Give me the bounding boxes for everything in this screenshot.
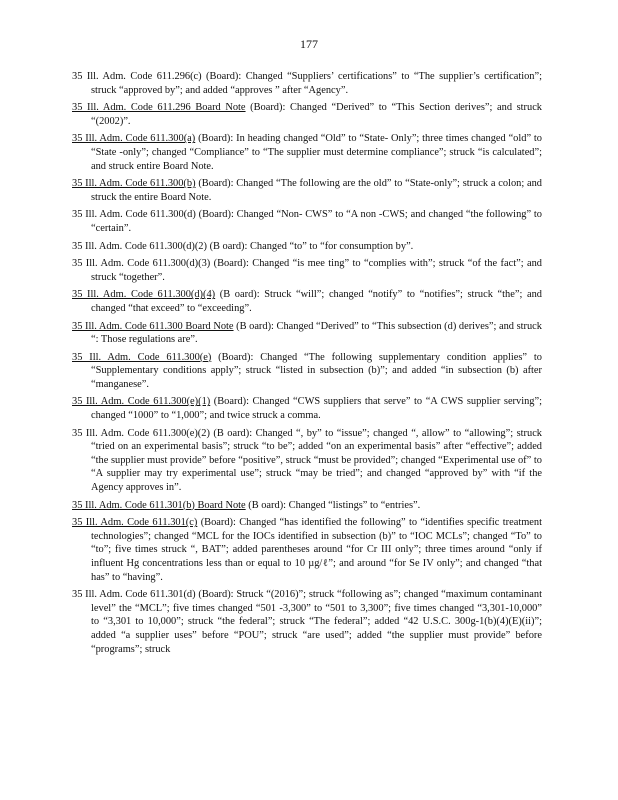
amendment-entry	[72, 70, 542, 97]
entry-citation: 35 Ill. Adm. Code 611.300(d)(4)	[72, 289, 216, 301]
entry-citation: 35 Ill. Adm. Code 611.300(b)	[72, 178, 196, 190]
entry-citation: 35 Ill. Adm. Code 611.296(c)	[72, 71, 202, 82]
amendment-entry	[72, 499, 542, 513]
entry-citation: 35 Ill. Adm. Code 611.300(d)(3)	[72, 258, 211, 270]
entry-text: (B oard): Changed “listings” to “entries”.	[245, 499, 421, 511]
amendment-entry	[72, 257, 542, 284]
entry-citation: 35 Ill. Adm. Code 611.296 Board Note	[72, 102, 246, 114]
entries-list	[72, 70, 542, 660]
entry-citation: 35 Ill. Adm. Code 611.300(d)(2)	[72, 240, 207, 252]
entry-text: (B oard): Struck “will”; changed “notify” to “notifies”; struck “the”; and changed “that exceed” to “exceeding”.	[91, 289, 542, 314]
entry-text: (Board): In heading changed “Old” to “State- Only”; three times changed “old” to “State -only”; changed “Compliance” to “The supplier must determine compliance”; struck “is calculated”; and struck entire Board Note.	[91, 133, 542, 172]
entry-citation: 35 Ill. Adm. Code 611.300(e)(1)	[72, 396, 211, 408]
entry-citation: 35 Ill. Adm. Code 611.300(e)(2)	[72, 427, 210, 439]
entry-citation: 35 Ill. Adm. Code 611.301(d)	[72, 589, 196, 601]
amendment-entry	[72, 588, 542, 656]
entry-citation: 35 Ill. Adm. Code 611.301(c)	[72, 517, 198, 529]
amendment-entry	[72, 288, 542, 315]
amendment-entry	[72, 395, 542, 422]
amendment-entry	[72, 177, 542, 204]
entry-text: (Board): Changed “CWS suppliers that serve” to “A CWS supplier serving”; changed “1000” to “1,000”; and twice struck a comma.	[91, 396, 542, 422]
amendment-entry	[72, 208, 542, 235]
amendment-entry	[72, 351, 542, 392]
page-number: 177	[300, 37, 318, 51]
amendment-entry	[72, 132, 542, 173]
entry-text: (B oard): Changed “to” to “for consumption by”.	[206, 240, 414, 252]
entry-text: (Board): Changed “is mee ting” to “complies with”; struck “of the fact”; and struck “together”.	[91, 258, 542, 283]
amendment-entry	[72, 516, 542, 584]
entry-text: (Board): Changed “has identified the following” to “identifies specific treatment technologies”; changed “MCL for the IOCs identified in subsection (b)” to “IOC MCLs”; changed “To” to “to”; five times struck “, BAT”; added parentheses around “for Cr III only”; three times around “only if influent Hg concentrations less than or equal to 10 µg/ℓ”; and around “for Se IV only”; and changed “that has” to “having”.	[91, 517, 542, 583]
amendment-entry	[72, 320, 542, 347]
entry-text: (B oard): Changed “Derived” to “This subsection (d) derives”; and struck “: Those regulations are”.	[91, 320, 542, 346]
amendment-entry	[72, 101, 542, 128]
amendment-entry	[72, 240, 542, 254]
entry-citation: 35 Ill. Adm. Code 611.300 Board Note	[72, 320, 234, 332]
entry-text: (Board): Changed “The following are the old” to “State-only”; struck a colon; and struck the entire Board Note.	[91, 178, 542, 203]
entry-citation: 35 Ill. Adm. Code 611.300(d)	[72, 209, 196, 221]
entry-text: (Board): Changed “Derived” to “This Section derives”; and struck “(2002)”.	[91, 102, 543, 127]
entry-citation: 35 Ill. Adm. Code 611.301(b) Board Note	[72, 499, 246, 511]
entry-text: (Board): Changed “Suppliers’ certifications” to “The supplier’s certification”; struck “approved by”; and added “approves ” after “Agency”.	[91, 71, 542, 96]
entry-text: (Board): Struck “(2016)”; struck “following as”; changed “maximum contaminant level” the “MCL”; five times changed “501 -3,300” to “501 to 3,300”; five times changed “3,301-10,000” to “3,301 to 10,000”; struck “the federal”; struck “The federal”; added “42 U.S.C. 300g-1(b)(4)(E)(ii)”; added “a supplier uses” before “POU”; struck “are used”; added “the supplier must provide” before “programs”; struck	[91, 589, 542, 655]
entry-text: (Board): Changed “Non- CWS” to “A non -CWS; and changed “the following” to “certain”.	[91, 209, 542, 234]
entry-citation: 35 Ill. Adm. Code 611.300(a)	[72, 133, 196, 145]
entry-text: (B oard): Changed “, by” to “issue”; changed “, allow” to “allowing”; struck “tried on an experimental basis”; struck “to be”; added “on an experimental basis” after “effective”; added “the supplier must provide” before “positive”, struck “must be provided”; changed “Experimental use of” to “A supplier may try experimental use”; struck “may be tried”; and changed “approved by” with “if the Agency approves in”.	[91, 427, 543, 494]
amendment-entry	[72, 427, 542, 495]
entry-text: (Board): Changed “The following supplementary condition applies” to “Supplementary conditions apply”; struck “listed in subsection (b)”; and added “in subsection (b) after “manganese”.	[91, 351, 542, 390]
entry-citation: 35 Ill. Adm. Code 611.300(e)	[72, 351, 212, 363]
